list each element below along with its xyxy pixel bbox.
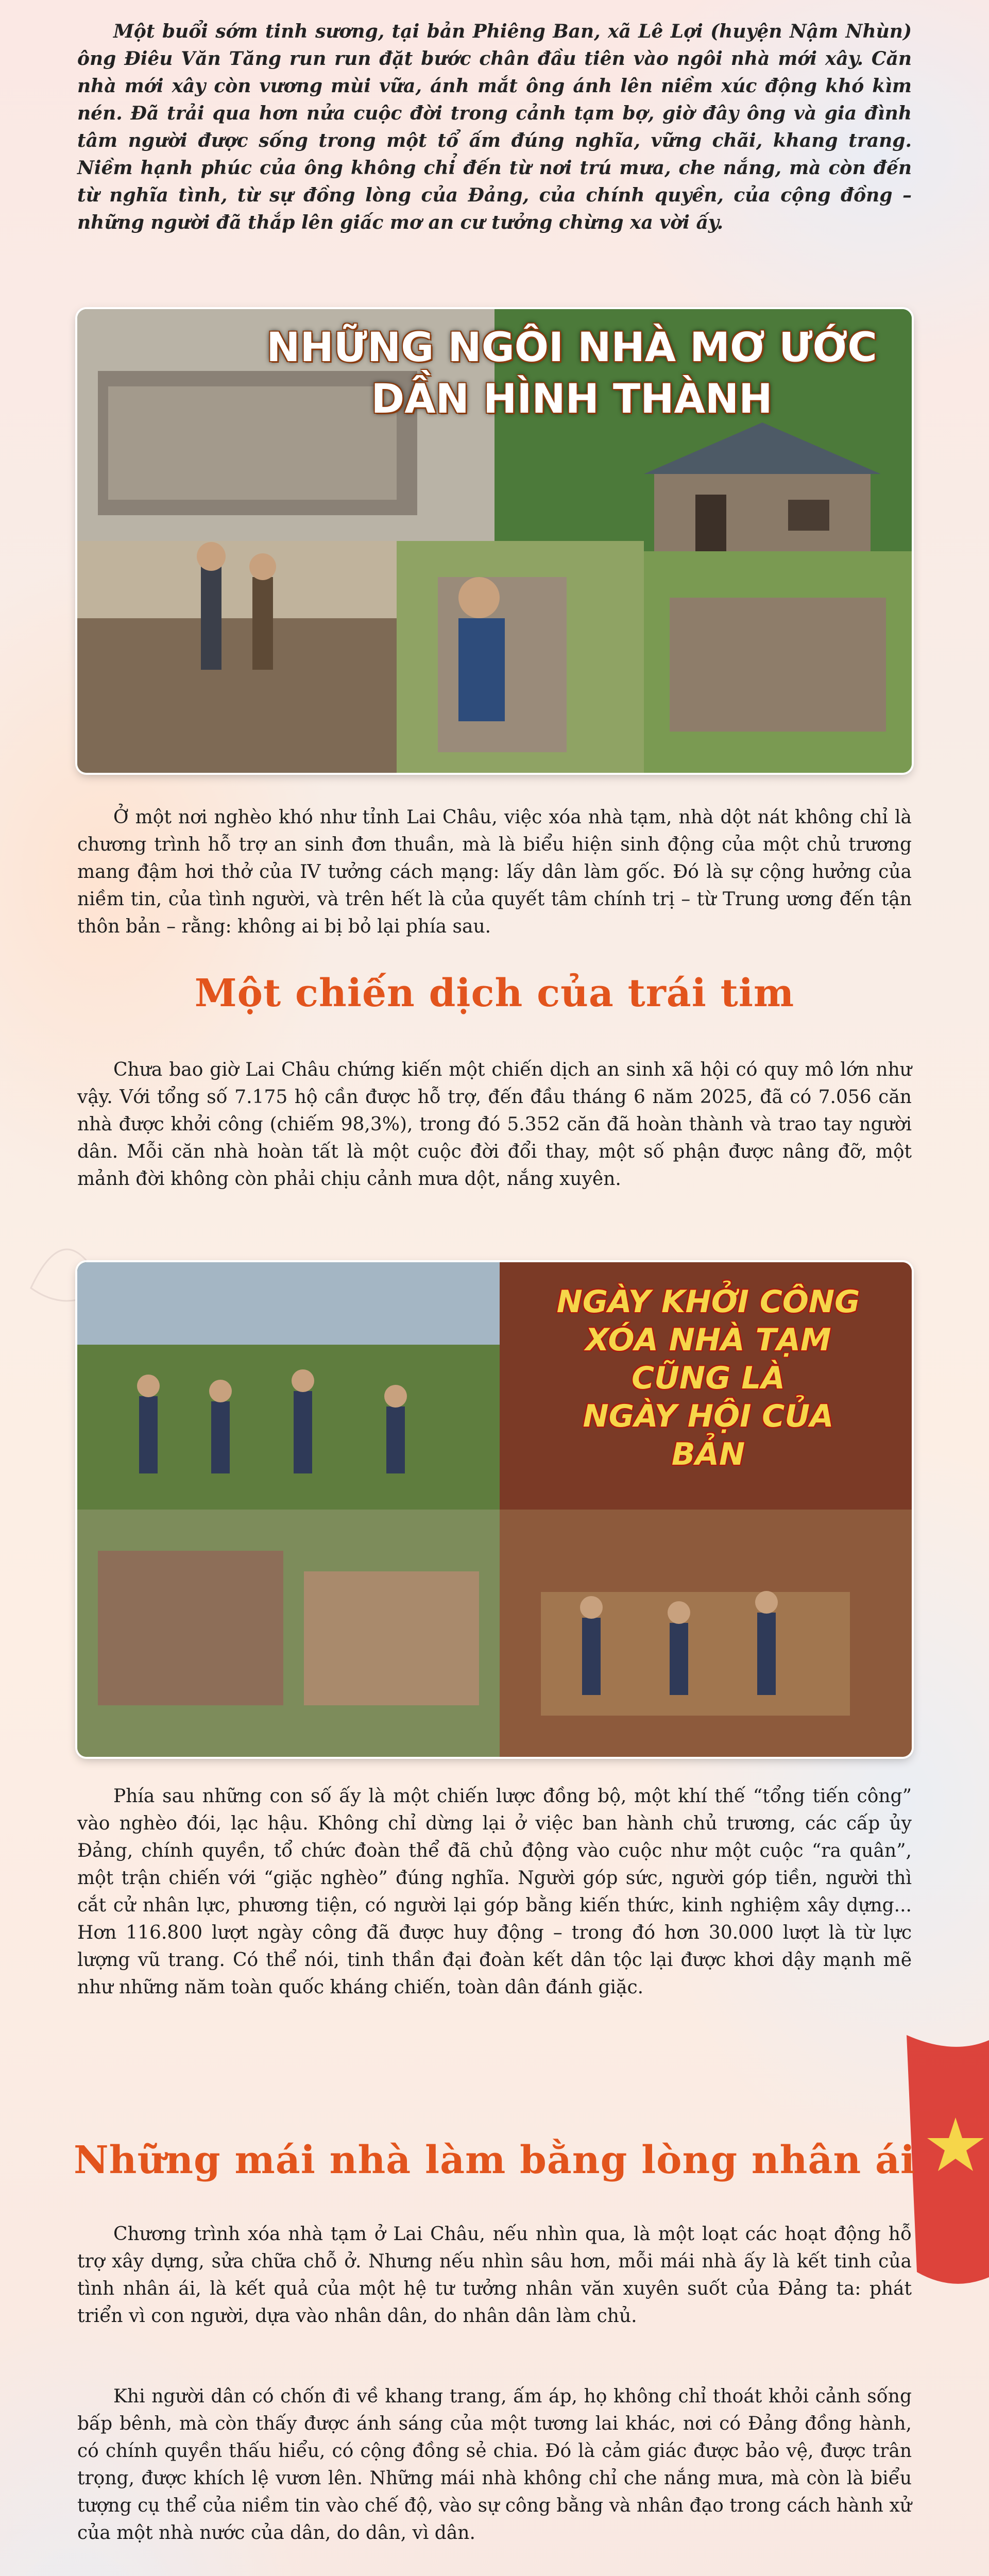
photo2-title-line4: NGÀY HỘI CỦA BẢN — [583, 1398, 834, 1472]
heading-chien-dich: Một chiến dịch của trái tim — [194, 971, 795, 1015]
paragraph-5: Khi người dân có chốn đi về khang trang, ấm áp, họ không chỉ thoát khỏi cảnh sống bấp bênh, mà còn thấy được ánh sáng của một tương lai khác, nơi có Đảng đồng hành, có chính quyền thấu hiểu, có cộng đồng sẻ chia. Đó là cảm giác được bảo vệ, được trân trọng, được khích lệ vươn lên. Những mái nhà không chỉ che nắng mưa, mà còn là biểu tượng cụ thể của niềm tin vào chế độ, vào sự công bằng và nhân đạo trong cách hành xử của một nhà nước của dân, do dân, vì dân. — [77, 2386, 912, 2544]
paragraph-3: Phía sau những con số ấy là một chiến lược đồng bộ, một khí thế “tổng tiến công” vào nghèo đói, lạc hậu. Không chỉ dừng lại ở việc ban hành chủ trương, các cấp ủy Đảng, chính quyền, tổ chức đoàn thể đã chủ động vào cuộc như một cuộc “ra quân”, một trận chiến với “giặc nghèo” đúng nghĩa. Người góp sức, người góp tiền, người thì cắt cử nhân lực, phương tiện, có người lại góp bằng kiến thức, kinh nghiệm xây dựng... Hơn 116.800 lượt ngày công đã được huy động – trong đó hơn 30.000 lượt là từ lực lượng vũ trang. Có thể nói, tinh thần đại đoàn kết dân tộc lại được khơi dậy mạnh mẽ như những năm toàn quốc kháng chiến, toàn dân đánh giặc. — [77, 1786, 912, 1998]
paragraph-2: Chưa bao giờ Lai Châu chứng kiến một chiến dịch an sinh xã hội có quy mô lớn như vậy. Với tổng số 7.175 hộ cần được hỗ trợ, đến đầu tháng 6 năm 2025, đã có 7.056 căn nhà được khởi công (chiếm 98,3%), trong đó 5.352 căn đã hoàn thành và trao tay người dân. Mỗi căn nhà hoàn tất là một cuộc đời đổi thay, một số phận được nâng đỡ, một mảnh đời không còn phải chịu cảnh mưa dột, nắng xuyên. — [77, 1059, 912, 1190]
heading-mai-nha: Những mái nhà làm bằng lòng nhân ái — [73, 2138, 916, 2182]
paragraph-4: Chương trình xóa nhà tạm ở Lai Châu, nếu nhìn qua, là một loạt các hoạt động hỗ trợ xây dựng, sửa chữa chỗ ở. Nhưng nếu nhìn sâu hơn, mỗi mái nhà ấy là kết tinh của tình nhân ái, là kết quả của một hệ tư tưởng nhân văn xuyên suốt của Đảng ta: phát triển vì con người, dựa vào nhân dân, do nhân dân làm chủ. — [77, 2224, 912, 2327]
photo2-title-line1: NGÀY KHỞI CÔNG — [556, 1284, 860, 1320]
photo-groundbreaking — [77, 1262, 912, 1757]
photo2-title-line2: XÓA NHÀ TẠM — [585, 1322, 831, 1358]
photo1-title-line1: NHỮNG NGÔI NHÀ MƠ ƯỚC — [266, 325, 877, 371]
photo2-title-line3: CŨNG LÀ — [632, 1360, 785, 1396]
paragraph-1: Ở một nơi nghèo khó như tỉnh Lai Châu, việc xóa nhà tạm, nhà dột nát không chỉ là chương trình hỗ trợ an sinh đơn thuần, mà là biểu hiện sinh động của một chủ trương mang đậm hơi thở của IV tưởng cách mạng: lấy dân làm gốc. Đó là sự cộng hưởng của niềm tin, của tình người, và trên hết là của quyết tâm chính trị – từ Trung ương đến tận thôn bản – rằng: không ai bị bỏ lại phía sau. — [77, 807, 912, 937]
intro-paragraph: Một buổi sớm tinh sương, tại bản Phiêng Ban, xã Lê Lợi (huyện Nậm Nhùn) ông Điêu Văn Tăng run run đặt bước chân đầu tiên vào ngôi nhà mới xây. Căn nhà mới xây còn vương mùi vữa, ánh mắt ông ánh lên niềm xúc động khó kìm nén. Đã trải qua hơn nửa cuộc đời trong cảnh tạm bợ, giờ đây ông và gia đình tâm người được sống trong một tổ ấm đúng nghĩa, vững chãi, khang trang. Niềm hạnh phúc của ông không chỉ đến từ nơi trú mưa, che nắng, mà còn đến từ nghĩa tình, từ sự đồng lòng của Đảng, của chính quyền, của cộng đồng – những người đã thắp lên giấc mơ an cư tưởng chừng xa vời ấy. — [77, 21, 912, 233]
photo1-title-line2: DẦN HÌNH THÀNH — [371, 376, 773, 422]
photo-house-construction — [77, 309, 912, 773]
